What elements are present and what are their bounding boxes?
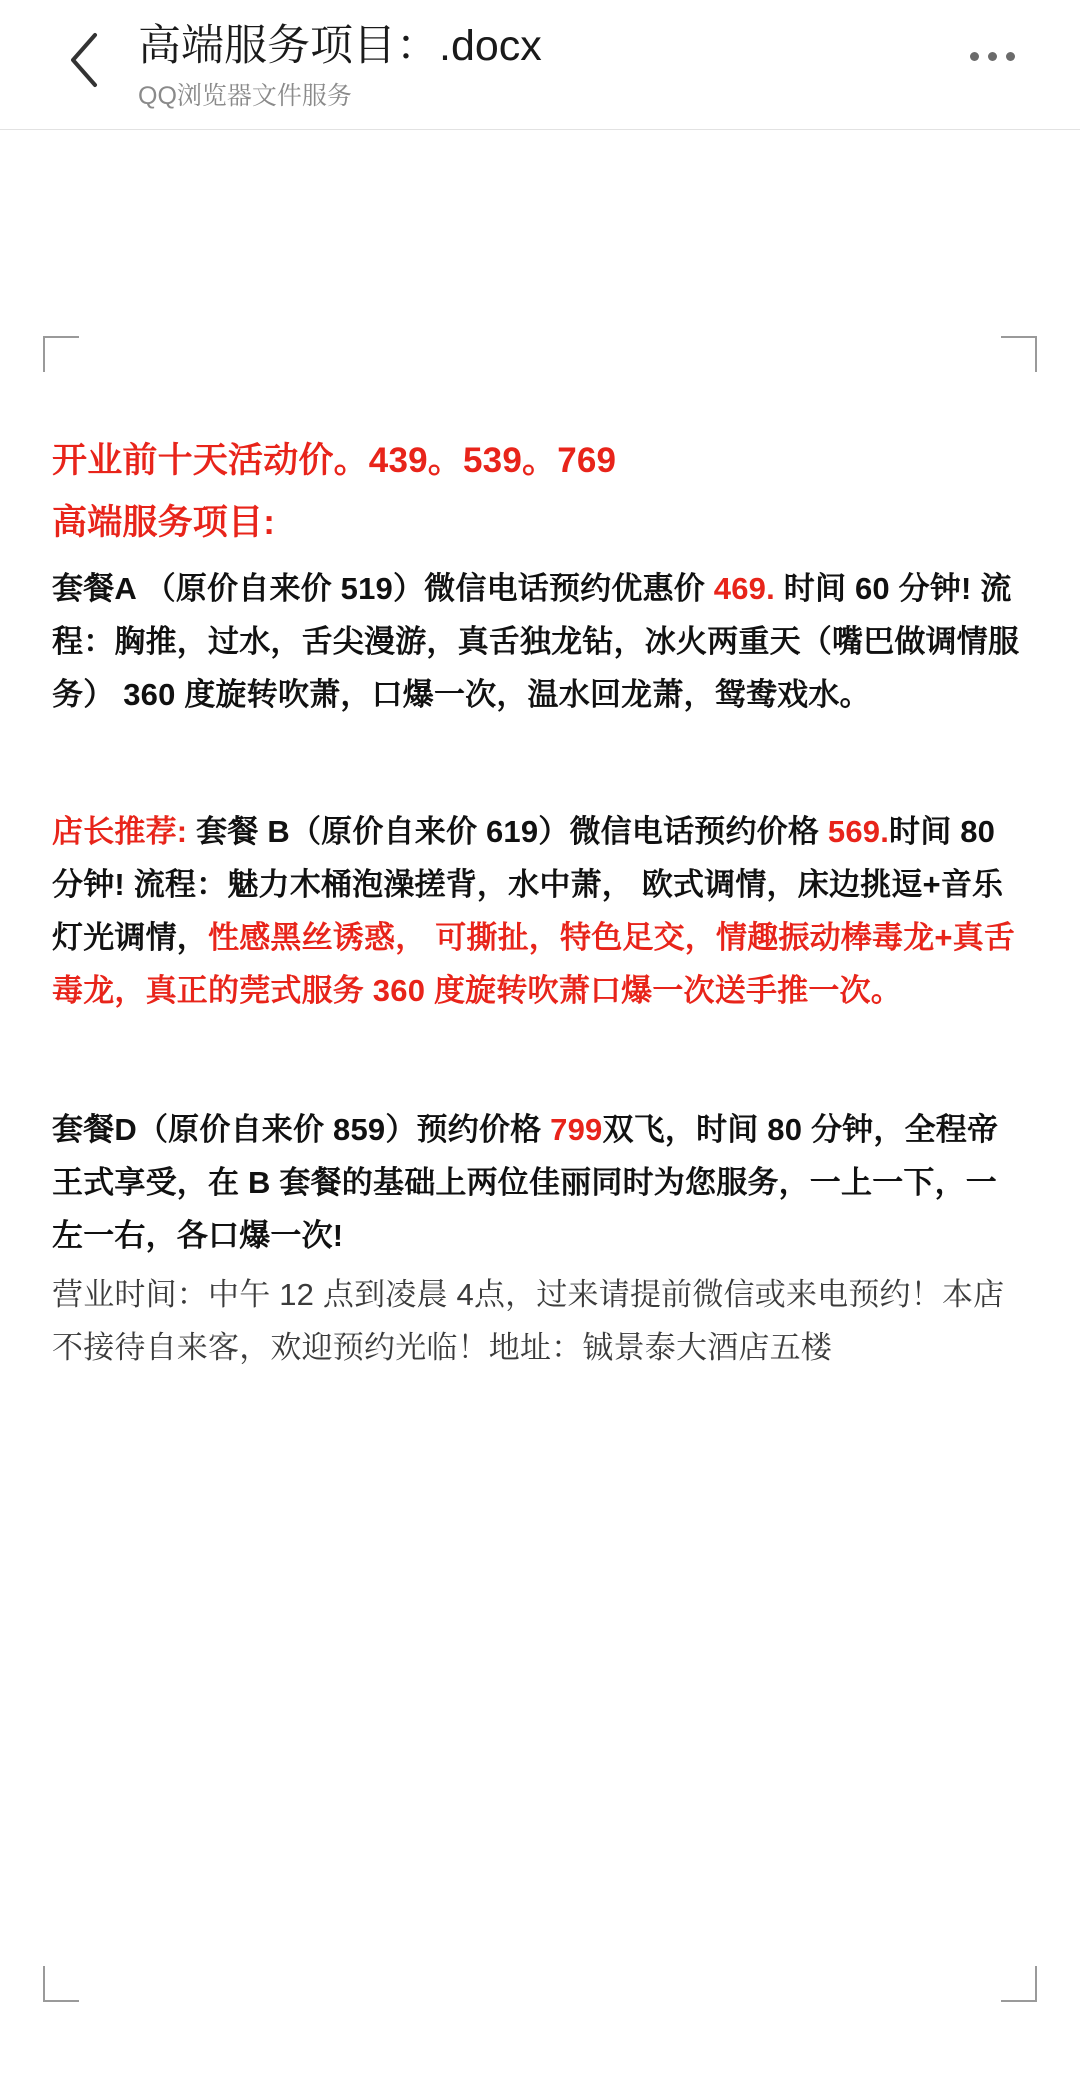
page-subtitle: QQ浏览器文件服务: [138, 82, 352, 110]
package-d-paragraph: [52, 1103, 1028, 1262]
more-horizontal-icon-dot-2: [988, 52, 997, 61]
paragraph-spacer-1: [52, 721, 1028, 797]
back-button[interactable]: [56, 24, 112, 96]
crop-mark-top-right: [1001, 336, 1037, 372]
crop-mark-bottom-left: [43, 1966, 79, 2002]
more-options-button[interactable]: [952, 26, 1032, 86]
app-header: [0, 0, 1080, 130]
package-d-price: 799: [550, 1112, 603, 1147]
package-b-text-2: 时间 80 分钟! 流程：魅力木桶泡澡搓背，水中萧， 欧式调情，床边挑逗+音乐灯光调情，: [52, 814, 1004, 955]
package-b-text-3: 性感黑丝诱惑， 可撕扯，特色足交，情趣振动棒毒龙+真舌毒龙，真正的莞式服务 360 度旋转吹萧口爆一次送手推一次。: [52, 920, 1016, 1008]
doc-heading-line-1: 开业前十天活动价。439。539。769: [52, 441, 617, 480]
package-b-text-1: 套餐 B（原价自来价 619）微信电话预约价格: [187, 814, 828, 849]
package-b-recommend-label: 店长推荐:: [52, 814, 188, 849]
doc-heading-line-2: 高端服务项目:: [52, 503, 276, 542]
package-a-paragraph: [52, 562, 1028, 721]
header-text-block: [138, 18, 920, 114]
package-a-text-2: 时间 60 分钟! 流程：胸推，过水，舌尖漫游，真舌独龙钻，冰火两重天（嘴巴做调情服务） 360 度旋转吹萧，口爆一次，温水回龙萧，鸳鸯戏水。: [52, 571, 1020, 712]
paragraph-spacer-2: [52, 1017, 1028, 1095]
page-title: 高端服务项目：.docx: [138, 22, 542, 70]
more-horizontal-icon-dot-1: [970, 52, 979, 61]
more-horizontal-icon-dot-3: [1006, 52, 1015, 61]
document-page: [0, 130, 1080, 2074]
business-hours-paragraph: 营业时间：中午 12 点到凌晨 4点，过来请提前微信或来电预约！本店不接待自来客，欢迎预约光临！地址：铖景泰大酒店五楼: [52, 1277, 1005, 1365]
package-b-paragraph: [52, 805, 1028, 1017]
chevron-left-icon: [67, 31, 101, 89]
package-b-price: 569.: [827, 814, 890, 849]
document-content: [52, 430, 1028, 1374]
package-a-text-1: 套餐A （原价自来价 519）微信电话预约优惠价: [52, 571, 714, 606]
package-d-text-1: 套餐D（原价自来价 859）预约价格: [52, 1112, 551, 1147]
crop-mark-top-left: [43, 336, 79, 372]
package-a-price: 469.: [713, 571, 775, 606]
crop-mark-bottom-right: [1001, 1966, 1037, 2002]
package-d-text-2: 双飞，时间 80 分钟，全程帝王式享受，在 B 套餐的基础上两位佳丽同时为您服务，一上一下，一左一右，各口爆一次!: [52, 1112, 999, 1253]
